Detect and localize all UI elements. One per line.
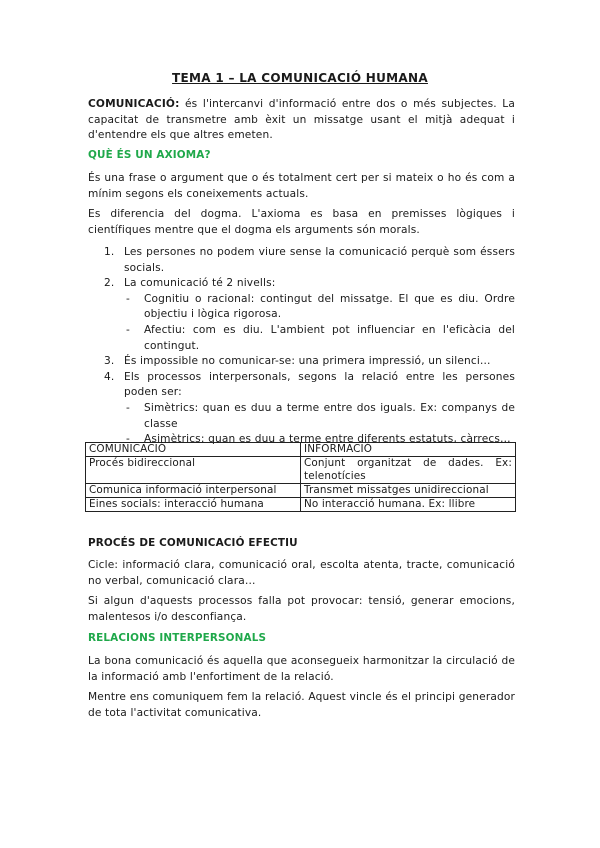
intro-paragraph: [88, 97, 515, 144]
list-item: 1. Les persones no podem viure sense la comunicació perquè som éssers socials.: [104, 246, 515, 274]
sub-list-item: - Asimètrics: quan es duu a terme entre diferents estatuts, càrrecs…: [126, 433, 511, 446]
table-header-cell: COMUNICACIÓ: [86, 443, 301, 457]
relacions-paragraph-2: Mentre ens comuniquem fem la relació. Aquest vincle és el principi generador de tota l'activitat comunicativa.: [88, 691, 515, 719]
table-cell: Eines socials: interacció humana: [86, 498, 301, 512]
table-row: [86, 484, 516, 498]
table-header-cell: INFORMACIÓ: [301, 443, 516, 457]
page-title: TEMA 1 – LA COMUNICACIÓ HUMANA: [172, 71, 428, 85]
comparison-table: [85, 442, 516, 512]
table-cell: Conjunt organitzat de dades. Ex: telenotícies: [301, 457, 516, 484]
table-cell: Procés bidireccional: [86, 457, 301, 484]
list-item: 3. És impossible no comunicar-se: una primera impressió, un silenci…: [104, 355, 491, 368]
table-row: [86, 498, 516, 512]
list-item: 2. La comunicació té 2 nivells: - Cognitiu o racional: contingut del missatge. El que es diu. Ordre objectiu i lògica rigorosa. - Afectiu: com es diu. L'ambient pot influenciar en l'eficàcia del contingut.: [104, 276, 515, 354]
sub-list-item: - Cognitiu o racional: contingut del missatge. El que es diu. Ordre objectiu i lògica rigorosa.: [126, 292, 515, 321]
intro-term: COMUNICACIÓ:: [88, 98, 180, 110]
table-header-row: [86, 443, 516, 457]
sub-list-item: - Afectiu: com es diu. L'ambient pot influenciar en l'eficàcia del contingut.: [126, 323, 515, 352]
sub-list-item: - Simètrics: quan es duu a terme entre dos iguals. Ex: companys de classe: [126, 401, 515, 430]
relacions-paragraph-1: La bona comunicació és aquella que aconsegueix harmonitzar la circulació de la informació amb l'enfortiment de la relació.: [88, 655, 515, 683]
table-cell: No interacció humana. Ex: llibre: [301, 498, 516, 512]
list-item: 4. Els processos interpersonals, segons la relació entre les persones poden ser: - Simètrics: quan es duu a terme entre dos iguals. Ex: companys de classe - Asimètrics: quan es duu a terme entre diferents estatuts, càrrecs…: [104, 370, 515, 448]
proces-paragraph-2: Si algun d'aquests processos falla pot provocar: tensió, generar emocions, malentesos i/o desconfiança.: [88, 595, 515, 623]
heading-axioma: QUÈ ÉS UN AXIOMA?: [88, 149, 211, 161]
heading-proces: PROCÉS DE COMUNICACIÓ EFECTIU: [88, 537, 298, 549]
heading-relacions: RELACIONS INTERPERSONALS: [88, 632, 267, 644]
sub-list: [124, 292, 515, 354]
table-cell: Comunica informació interpersonal: [86, 484, 301, 498]
proces-paragraph-1: Cicle: informació clara, comunicació oral, escolta atenta, tracte, comunicació no verbal, comunicació clara…: [88, 559, 515, 587]
axioma-paragraph-1: És una frase o argument que o és totalment cert per si mateix o ho és com a mínim segons els coneixements actuals.: [88, 172, 515, 200]
axioma-list: [104, 245, 515, 448]
sub-list: [124, 401, 515, 448]
intro-definition: és l'intercanvi d'informació entre dos o més subjectes. La capacitat de transmetre amb èxit un missatge usant el mitjà adequat i d'entendre els que altres emeten.: [88, 98, 515, 142]
axioma-paragraph-2: Es diferencia del dogma. L'axioma es basa en premisses lògiques i científiques mentre que el dogma els arguments són morals.: [88, 208, 515, 236]
table-row: [86, 457, 516, 484]
table-cell: Transmet missatges unidireccional: [301, 484, 516, 498]
